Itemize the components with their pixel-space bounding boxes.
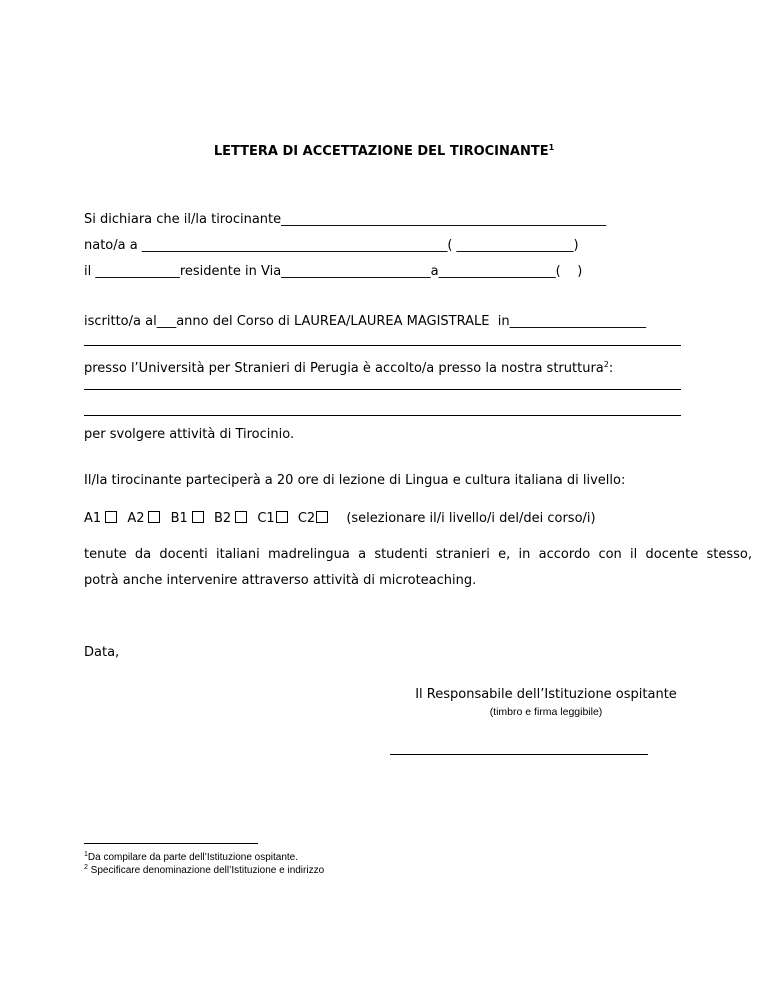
birthplace-line: nato/a a _______________________________________________( __________________): [84, 238, 579, 253]
level-a1-checkbox[interactable]: [105, 511, 117, 523]
level-c2: C2: [298, 511, 334, 526]
level-selection: [84, 511, 596, 526]
internship-line: per svolgere attività di Tirocinio.: [84, 427, 295, 442]
enrollment-line: iscritto/a al___anno del Corso di LAUREA/LAUREA MAGISTRALE in_____________________: [84, 314, 647, 329]
footnote-ref-1: 1: [548, 143, 555, 152]
blank-rule-2: [84, 389, 681, 390]
document-title: LETTERA DI ACCETTAZIONE DEL TIROCINANTE$^1$: [213, 143, 555, 159]
footnote-1: $^1$Da compilare da parte dell’Istituzione ospitante.: [84, 851, 299, 863]
footnote-separator: [84, 843, 258, 844]
level-b2-checkbox[interactable]: [235, 511, 247, 523]
level-c2-checkbox[interactable]: [316, 511, 328, 523]
signer-role: Il Responsabile dell’Istituzione ospitante: [415, 687, 677, 702]
teachers-line-2: potrà anche intervenire attraverso attività di microteaching.: [84, 573, 477, 588]
blank-rule-1: [84, 345, 681, 346]
level-b1: B1: [171, 511, 210, 526]
lessons-line: Il/la tirocinante parteciperà a 20 ore di lezione di Lingua e cultura italiana di livello:: [84, 473, 626, 488]
trainee-name-line: Si dichiara che il/la tirocinante__________________________________________________: [84, 212, 607, 227]
footnote-ref-2: 2: [603, 360, 609, 369]
university-line: presso l’Università per Stranieri di Perugia è accolto/a presso la nostra struttura$^2$:: [84, 360, 614, 376]
level-b1-checkbox[interactable]: [192, 511, 204, 523]
footnote-2: $^2$ Specificare denominazione dell’Istituzione e indirizzo: [84, 864, 325, 876]
level-c1: C1: [257, 511, 293, 526]
signature-line: [390, 754, 648, 755]
blank-rule-3: [84, 415, 681, 416]
level-c1-checkbox[interactable]: [276, 511, 288, 523]
teachers-line-1: tenute da docenti italiani madrelingua a studenti stranieri e, in accordo con il docente stesso,: [84, 547, 752, 562]
signer-note: (timbro e firma leggibile): [489, 706, 603, 718]
level-a1: A1: [84, 511, 123, 526]
level-hint: (selezionare il/i livello/i del/dei corso/i): [346, 511, 596, 526]
residence-line: il _____________residente in Via_______________________a__________________( ): [84, 264, 583, 279]
level-a2-checkbox[interactable]: [148, 511, 160, 523]
level-a2: A2: [127, 511, 166, 526]
level-b2: B2: [214, 511, 253, 526]
date-label: Data,: [84, 645, 120, 660]
